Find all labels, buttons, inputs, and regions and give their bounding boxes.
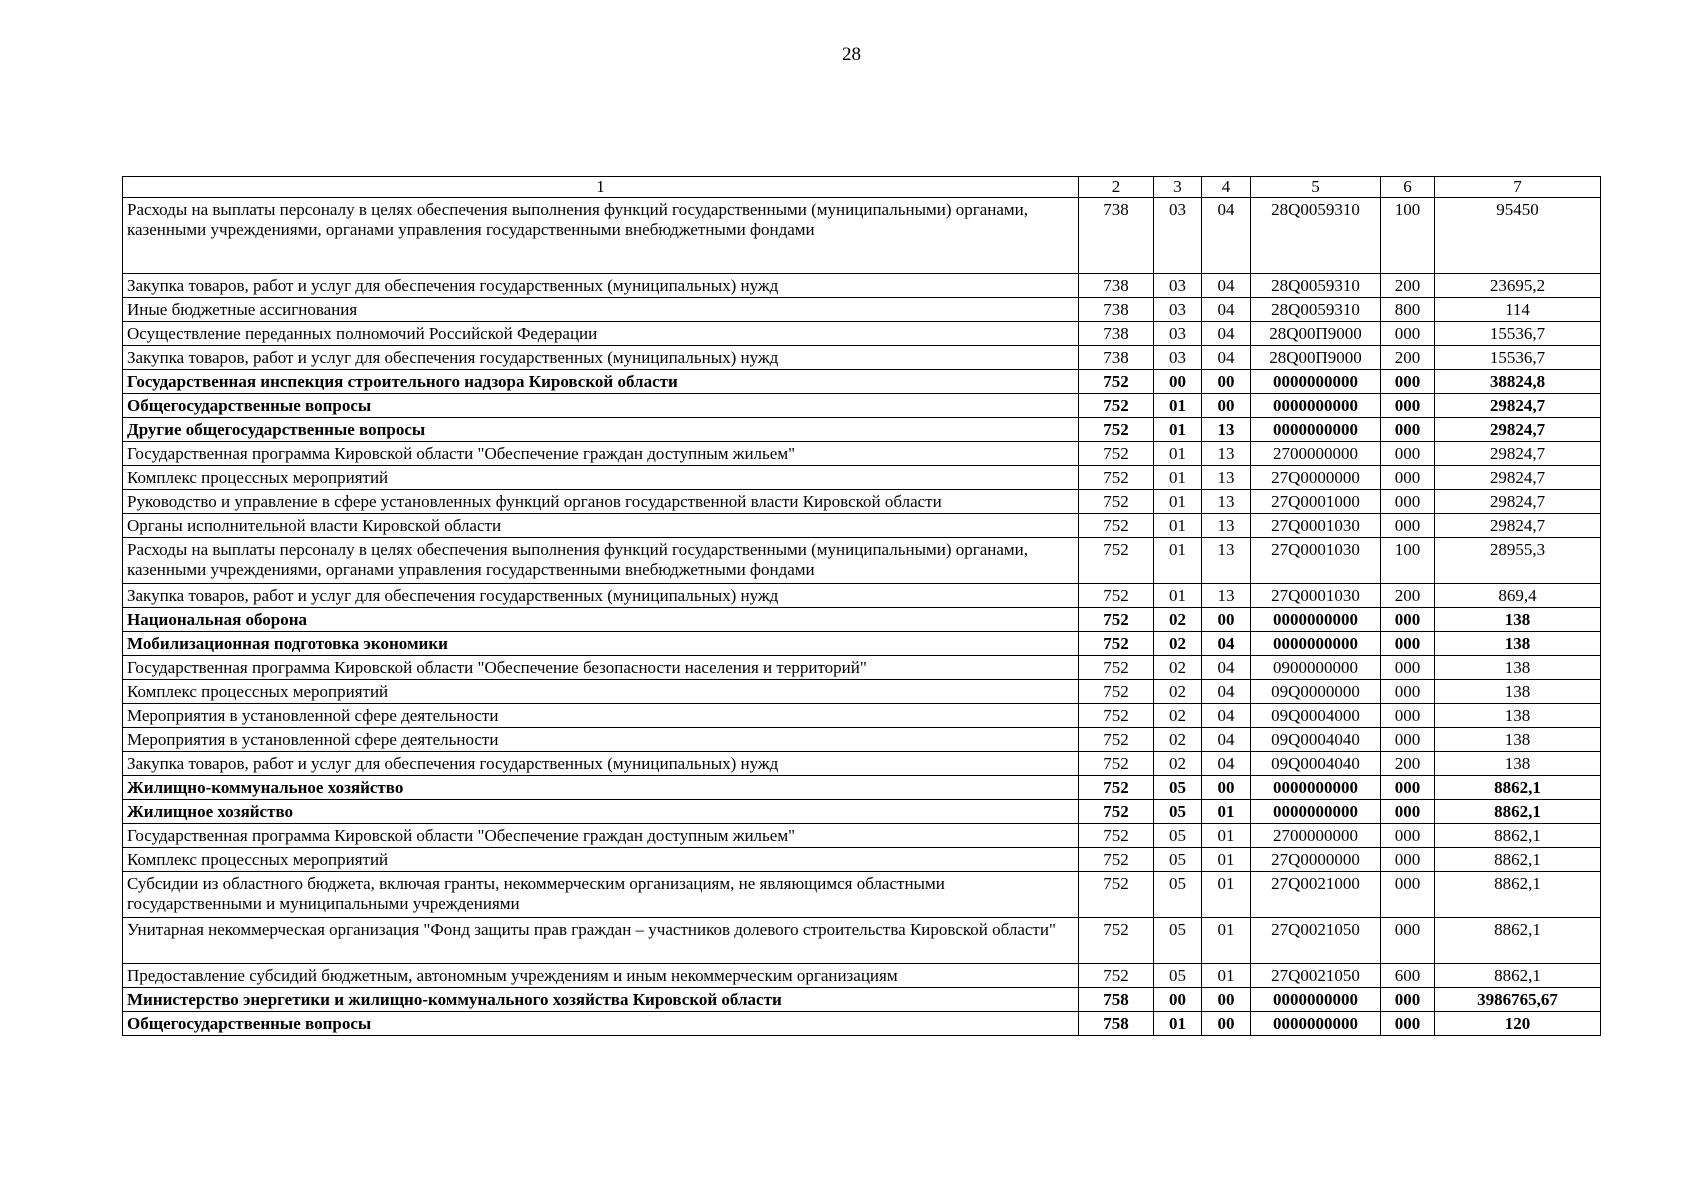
- row-subsection: 04: [1202, 322, 1251, 346]
- row-admin-code: 752: [1079, 514, 1154, 538]
- row-amount: 29824,7: [1435, 514, 1601, 538]
- row-name: Органы исполнительной власти Кировской области: [123, 514, 1079, 538]
- table-row: [123, 704, 1601, 728]
- row-name: Закупка товаров, работ и услуг для обеспечения государственных (муниципальных) нужд: [123, 274, 1079, 298]
- row-name: Жилищно-коммунальное хозяйство: [123, 776, 1079, 800]
- row-amount: 8862,1: [1435, 964, 1601, 988]
- row-subsection: 00: [1202, 370, 1251, 394]
- table-row: [123, 198, 1601, 274]
- row-expense-type: 000: [1381, 322, 1435, 346]
- row-target-article: 09Q0000000: [1251, 680, 1381, 704]
- row-expense-type: 000: [1381, 1012, 1435, 1036]
- row-name: Государственная инспекция строительного надзора Кировской области: [123, 370, 1079, 394]
- row-amount: 8862,1: [1435, 776, 1601, 800]
- row-amount: 3986765,67: [1435, 988, 1601, 1012]
- row-subsection: 13: [1202, 538, 1251, 584]
- row-expense-type: 000: [1381, 918, 1435, 964]
- row-expense-type: 000: [1381, 466, 1435, 490]
- row-section: 05: [1154, 848, 1202, 872]
- row-section: 02: [1154, 608, 1202, 632]
- row-expense-type: 000: [1381, 776, 1435, 800]
- row-target-article: 0000000000: [1251, 988, 1381, 1012]
- row-admin-code: 738: [1079, 274, 1154, 298]
- row-amount: 29824,7: [1435, 442, 1601, 466]
- row-section: 00: [1154, 988, 1202, 1012]
- row-subsection: 13: [1202, 418, 1251, 442]
- row-subsection: 04: [1202, 656, 1251, 680]
- row-name: Общегосударственные вопросы: [123, 1012, 1079, 1036]
- table-row: [123, 418, 1601, 442]
- row-target-article: 27Q0001030: [1251, 538, 1381, 584]
- header-col-1: 1: [123, 177, 1079, 198]
- row-target-article: 27Q0000000: [1251, 848, 1381, 872]
- row-amount: 138: [1435, 680, 1601, 704]
- table-row: [123, 800, 1601, 824]
- row-admin-code: 752: [1079, 680, 1154, 704]
- row-admin-code: 738: [1079, 298, 1154, 322]
- row-section: 02: [1154, 704, 1202, 728]
- row-target-article: 28Q0059310: [1251, 298, 1381, 322]
- row-amount: 138: [1435, 728, 1601, 752]
- row-target-article: 27Q0021050: [1251, 964, 1381, 988]
- row-section: 03: [1154, 322, 1202, 346]
- row-name: Иные бюджетные ассигнования: [123, 298, 1079, 322]
- row-target-article: 27Q0021050: [1251, 918, 1381, 964]
- row-name: Мероприятия в установленной сфере деятельности: [123, 704, 1079, 728]
- row-expense-type: 000: [1381, 370, 1435, 394]
- row-subsection: 04: [1202, 752, 1251, 776]
- row-name: Субсидии из областного бюджета, включая гранты, некоммерческим организациям, не являющимся областными государственными и муниципальными учреждениями: [123, 872, 1079, 918]
- row-name: Осуществление переданных полномочий Российской Федерации: [123, 322, 1079, 346]
- row-amount: 8862,1: [1435, 824, 1601, 848]
- row-section: 05: [1154, 918, 1202, 964]
- row-target-article: 0000000000: [1251, 1012, 1381, 1036]
- table-row: [123, 538, 1601, 584]
- row-section: 05: [1154, 776, 1202, 800]
- row-expense-type: 000: [1381, 514, 1435, 538]
- row-expense-type: 000: [1381, 800, 1435, 824]
- header-col-7: 7: [1435, 177, 1601, 198]
- row-amount: 8862,1: [1435, 918, 1601, 964]
- row-amount: 95450: [1435, 198, 1601, 274]
- row-expense-type: 000: [1381, 418, 1435, 442]
- row-admin-code: 752: [1079, 490, 1154, 514]
- row-subsection: 00: [1202, 1012, 1251, 1036]
- table-row: [123, 442, 1601, 466]
- row-target-article: 09Q0004040: [1251, 752, 1381, 776]
- row-subsection: 01: [1202, 824, 1251, 848]
- row-subsection: 01: [1202, 872, 1251, 918]
- table-row: [123, 988, 1601, 1012]
- row-admin-code: 752: [1079, 584, 1154, 608]
- row-section: 02: [1154, 752, 1202, 776]
- row-admin-code: 752: [1079, 538, 1154, 584]
- row-amount: 29824,7: [1435, 466, 1601, 490]
- row-expense-type: 200: [1381, 274, 1435, 298]
- row-subsection: 01: [1202, 964, 1251, 988]
- row-admin-code: 752: [1079, 848, 1154, 872]
- table-row: [123, 824, 1601, 848]
- row-name: Руководство и управление в сфере установленных функций органов государственной власти Кировской области: [123, 490, 1079, 514]
- row-section: 01: [1154, 514, 1202, 538]
- row-amount: 138: [1435, 608, 1601, 632]
- table-row: [123, 346, 1601, 370]
- row-expense-type: 000: [1381, 728, 1435, 752]
- row-expense-type: 100: [1381, 198, 1435, 274]
- row-target-article: 0000000000: [1251, 418, 1381, 442]
- row-amount: 23695,2: [1435, 274, 1601, 298]
- row-target-article: 28Q00П9000: [1251, 346, 1381, 370]
- row-target-article: 27Q0021000: [1251, 872, 1381, 918]
- row-admin-code: 752: [1079, 394, 1154, 418]
- row-amount: 15536,7: [1435, 346, 1601, 370]
- row-name: Унитарная некоммерческая организация "Фонд защиты прав граждан – участников долевого строительства Кировской области": [123, 918, 1079, 964]
- row-section: 01: [1154, 394, 1202, 418]
- row-target-article: 0000000000: [1251, 800, 1381, 824]
- row-expense-type: 800: [1381, 298, 1435, 322]
- header-col-2: 2: [1079, 177, 1154, 198]
- table-row: [123, 632, 1601, 656]
- row-expense-type: 200: [1381, 584, 1435, 608]
- row-amount: 29824,7: [1435, 394, 1601, 418]
- row-expense-type: 600: [1381, 964, 1435, 988]
- row-expense-type: 000: [1381, 656, 1435, 680]
- row-subsection: 13: [1202, 514, 1251, 538]
- row-name: Жилищное хозяйство: [123, 800, 1079, 824]
- row-expense-type: 200: [1381, 752, 1435, 776]
- row-section: 02: [1154, 680, 1202, 704]
- table-row: [123, 752, 1601, 776]
- row-target-article: 27Q0001030: [1251, 584, 1381, 608]
- table-row: [123, 274, 1601, 298]
- row-section: 02: [1154, 656, 1202, 680]
- row-expense-type: 000: [1381, 442, 1435, 466]
- row-target-article: 27Q0001030: [1251, 514, 1381, 538]
- row-admin-code: 752: [1079, 918, 1154, 964]
- table-row: [123, 656, 1601, 680]
- row-subsection: 01: [1202, 848, 1251, 872]
- row-name: Закупка товаров, работ и услуг для обеспечения государственных (муниципальных) нужд: [123, 346, 1079, 370]
- row-expense-type: 000: [1381, 608, 1435, 632]
- row-subsection: 04: [1202, 704, 1251, 728]
- row-section: 02: [1154, 632, 1202, 656]
- row-expense-type: 000: [1381, 680, 1435, 704]
- row-expense-type: 000: [1381, 848, 1435, 872]
- row-subsection: 04: [1202, 298, 1251, 322]
- row-admin-code: 752: [1079, 418, 1154, 442]
- row-admin-code: 752: [1079, 872, 1154, 918]
- row-amount: 8862,1: [1435, 848, 1601, 872]
- row-name: Мобилизационная подготовка экономики: [123, 632, 1079, 656]
- row-admin-code: 738: [1079, 322, 1154, 346]
- row-target-article: 2700000000: [1251, 824, 1381, 848]
- table-row: [123, 1012, 1601, 1036]
- row-subsection: 00: [1202, 776, 1251, 800]
- row-admin-code: 752: [1079, 752, 1154, 776]
- row-amount: 15536,7: [1435, 322, 1601, 346]
- row-admin-code: 758: [1079, 988, 1154, 1012]
- row-section: 03: [1154, 346, 1202, 370]
- row-subsection: 04: [1202, 198, 1251, 274]
- table-row: [123, 776, 1601, 800]
- row-amount: 138: [1435, 704, 1601, 728]
- row-amount: 138: [1435, 632, 1601, 656]
- row-admin-code: 738: [1079, 198, 1154, 274]
- row-section: 05: [1154, 800, 1202, 824]
- row-amount: 28955,3: [1435, 538, 1601, 584]
- row-admin-code: 738: [1079, 346, 1154, 370]
- row-subsection: 04: [1202, 728, 1251, 752]
- header-col-5: 5: [1251, 177, 1381, 198]
- header-col-4: 4: [1202, 177, 1251, 198]
- row-expense-type: 000: [1381, 872, 1435, 918]
- row-expense-type: 000: [1381, 632, 1435, 656]
- row-subsection: 13: [1202, 490, 1251, 514]
- row-name: Государственная программа Кировской области "Обеспечение безопасности населения и территорий": [123, 656, 1079, 680]
- row-section: 01: [1154, 1012, 1202, 1036]
- table-row: [123, 848, 1601, 872]
- row-admin-code: 752: [1079, 800, 1154, 824]
- row-expense-type: 100: [1381, 538, 1435, 584]
- row-section: 01: [1154, 538, 1202, 584]
- row-subsection: 00: [1202, 394, 1251, 418]
- row-amount: 869,4: [1435, 584, 1601, 608]
- table-row: [123, 728, 1601, 752]
- row-name: Общегосударственные вопросы: [123, 394, 1079, 418]
- table-row: [123, 680, 1601, 704]
- table-row: [123, 394, 1601, 418]
- row-expense-type: 000: [1381, 824, 1435, 848]
- row-section: 01: [1154, 418, 1202, 442]
- row-admin-code: 752: [1079, 964, 1154, 988]
- row-admin-code: 758: [1079, 1012, 1154, 1036]
- row-section: 05: [1154, 824, 1202, 848]
- row-section: 03: [1154, 198, 1202, 274]
- row-target-article: 2700000000: [1251, 442, 1381, 466]
- row-name: Национальная оборона: [123, 608, 1079, 632]
- row-amount: 138: [1435, 752, 1601, 776]
- table-row: [123, 964, 1601, 988]
- row-target-article: 0900000000: [1251, 656, 1381, 680]
- row-section: 05: [1154, 964, 1202, 988]
- row-section: 01: [1154, 466, 1202, 490]
- row-admin-code: 752: [1079, 370, 1154, 394]
- row-amount: 29824,7: [1435, 418, 1601, 442]
- table-row: [123, 918, 1601, 964]
- page-number: 28: [842, 44, 861, 65]
- table-row: [123, 514, 1601, 538]
- row-section: 02: [1154, 728, 1202, 752]
- row-admin-code: 752: [1079, 466, 1154, 490]
- row-name: Предоставление субсидий бюджетным, автономным учреждениям и иным некоммерческим организациям: [123, 964, 1079, 988]
- row-target-article: 09Q0004000: [1251, 704, 1381, 728]
- row-target-article: 0000000000: [1251, 632, 1381, 656]
- row-name: Другие общегосударственные вопросы: [123, 418, 1079, 442]
- row-name: Государственная программа Кировской области "Обеспечение граждан доступным жильем": [123, 442, 1079, 466]
- table-row: [123, 370, 1601, 394]
- table-row: [123, 322, 1601, 346]
- row-subsection: 04: [1202, 632, 1251, 656]
- row-admin-code: 752: [1079, 728, 1154, 752]
- row-subsection: 13: [1202, 442, 1251, 466]
- table-header-row: [123, 177, 1601, 198]
- row-section: 01: [1154, 442, 1202, 466]
- row-amount: 114: [1435, 298, 1601, 322]
- row-target-article: 28Q0059310: [1251, 198, 1381, 274]
- row-admin-code: 752: [1079, 704, 1154, 728]
- row-admin-code: 752: [1079, 824, 1154, 848]
- header-col-6: 6: [1381, 177, 1435, 198]
- table-row: [123, 608, 1601, 632]
- header-col-3: 3: [1154, 177, 1202, 198]
- row-subsection: 04: [1202, 346, 1251, 370]
- row-section: 00: [1154, 370, 1202, 394]
- row-target-article: 28Q00П9000: [1251, 322, 1381, 346]
- table-row: [123, 490, 1601, 514]
- row-name: Государственная программа Кировской области "Обеспечение граждан доступным жильем": [123, 824, 1079, 848]
- row-amount: 38824,8: [1435, 370, 1601, 394]
- row-name: Министерство энергетики и жилищно-коммунального хозяйства Кировской области: [123, 988, 1079, 1012]
- row-admin-code: 752: [1079, 776, 1154, 800]
- row-amount: 8862,1: [1435, 800, 1601, 824]
- table-row: [123, 872, 1601, 918]
- row-target-article: 0000000000: [1251, 370, 1381, 394]
- row-subsection: 00: [1202, 608, 1251, 632]
- row-name: Комплекс процессных мероприятий: [123, 466, 1079, 490]
- row-target-article: 0000000000: [1251, 394, 1381, 418]
- row-admin-code: 752: [1079, 608, 1154, 632]
- row-subsection: 01: [1202, 800, 1251, 824]
- row-subsection: 00: [1202, 988, 1251, 1012]
- row-target-article: 27Q0000000: [1251, 466, 1381, 490]
- row-name: Комплекс процессных мероприятий: [123, 848, 1079, 872]
- row-section: 05: [1154, 872, 1202, 918]
- row-name: Расходы на выплаты персоналу в целях обеспечения выполнения функций государственными (муниципальными) органами, казенными учреждениями, органами управления государственными внебюджетными фондами: [123, 538, 1079, 584]
- row-amount: 8862,1: [1435, 872, 1601, 918]
- row-subsection: 01: [1202, 918, 1251, 964]
- table-row: [123, 298, 1601, 322]
- row-admin-code: 752: [1079, 442, 1154, 466]
- row-admin-code: 752: [1079, 656, 1154, 680]
- row-target-article: 27Q0001000: [1251, 490, 1381, 514]
- row-admin-code: 752: [1079, 632, 1154, 656]
- row-target-article: 0000000000: [1251, 608, 1381, 632]
- table-row: [123, 584, 1601, 608]
- row-subsection: 13: [1202, 584, 1251, 608]
- table-row: [123, 466, 1601, 490]
- row-amount: 120: [1435, 1012, 1601, 1036]
- row-amount: 138: [1435, 656, 1601, 680]
- row-expense-type: 000: [1381, 490, 1435, 514]
- row-name: Расходы на выплаты персоналу в целях обеспечения выполнения функций государственными (муниципальными) органами, казенными учреждениями, органами управления государственными внебюджетными фондами: [123, 198, 1079, 274]
- row-target-article: 09Q0004040: [1251, 728, 1381, 752]
- row-section: 03: [1154, 274, 1202, 298]
- budget-table: [122, 176, 1601, 1036]
- row-subsection: 13: [1202, 466, 1251, 490]
- row-target-article: 0000000000: [1251, 776, 1381, 800]
- row-section: 03: [1154, 298, 1202, 322]
- row-subsection: 04: [1202, 680, 1251, 704]
- row-expense-type: 200: [1381, 346, 1435, 370]
- row-expense-type: 000: [1381, 988, 1435, 1012]
- row-amount: 29824,7: [1435, 490, 1601, 514]
- row-expense-type: 000: [1381, 394, 1435, 418]
- table-body: [123, 198, 1601, 1036]
- row-name: Комплекс процессных мероприятий: [123, 680, 1079, 704]
- row-target-article: 28Q0059310: [1251, 274, 1381, 298]
- row-name: Мероприятия в установленной сфере деятельности: [123, 728, 1079, 752]
- row-name: Закупка товаров, работ и услуг для обеспечения государственных (муниципальных) нужд: [123, 584, 1079, 608]
- row-name: Закупка товаров, работ и услуг для обеспечения государственных (муниципальных) нужд: [123, 752, 1079, 776]
- row-section: 01: [1154, 490, 1202, 514]
- row-expense-type: 000: [1381, 704, 1435, 728]
- row-subsection: 04: [1202, 274, 1251, 298]
- row-section: 01: [1154, 584, 1202, 608]
